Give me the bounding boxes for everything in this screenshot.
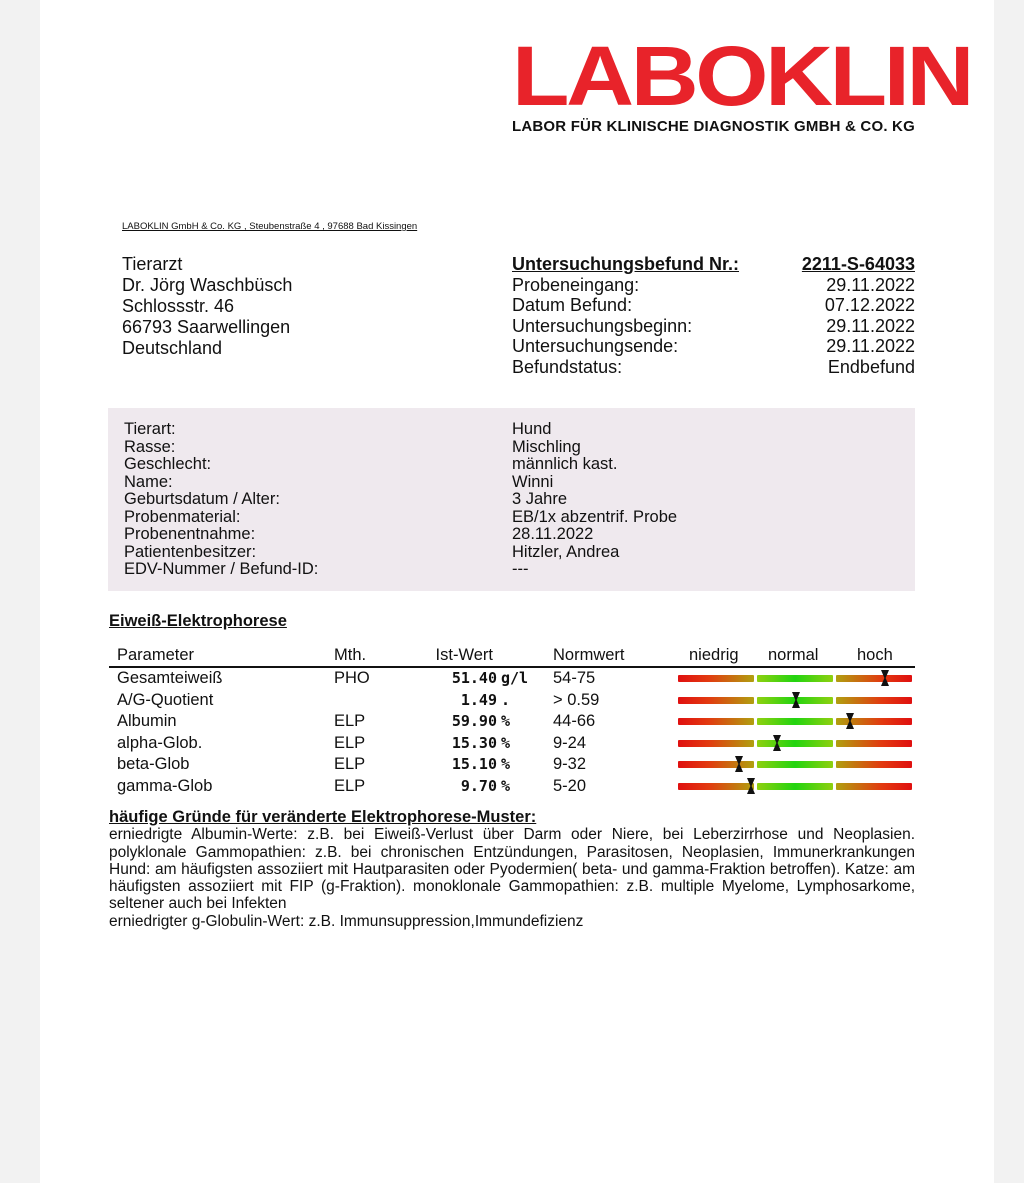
- patient-label: Probenmaterial:: [124, 507, 241, 526]
- method: ELP: [334, 755, 366, 774]
- normwert: 5-20: [553, 776, 587, 795]
- recipient-line: Deutschland: [122, 338, 223, 358]
- table-row: [109, 711, 915, 733]
- header-parameter: Parameter: [117, 646, 195, 664]
- report-number-value: 2211-S-64033: [801, 254, 915, 274]
- value-marker-icon: [881, 669, 889, 687]
- report-number-label: Untersuchungsbefund Nr.:: [512, 254, 740, 274]
- ist-wert: 15.30: [451, 733, 497, 752]
- header-method: Mth.: [334, 646, 367, 664]
- lab-results-table: [109, 645, 915, 798]
- notes-paragraph: erniedrigter g-Globulin-Wert: z.B. Immunsuppression,Immundefizienz: [109, 912, 584, 930]
- table-header: [109, 645, 915, 668]
- patient-labels: [124, 421, 318, 579]
- patient-value: 3 Jahre: [512, 490, 568, 508]
- range-low-segment: [678, 783, 754, 790]
- table-body: [109, 668, 915, 798]
- normwert: 54-75: [553, 669, 596, 687]
- method: PHO: [334, 669, 370, 687]
- report-value: 07.12.2022: [824, 295, 915, 315]
- method: ELP: [334, 776, 366, 795]
- patient-label: Name:: [124, 472, 173, 491]
- report-page: [40, 0, 994, 1183]
- patient-value: Winni: [512, 472, 554, 491]
- unit: .: [501, 690, 511, 709]
- parameter-name: gamma-Glob: [117, 776, 213, 795]
- patient-label: Patientenbesitzer:: [124, 542, 257, 561]
- normwert: 9-24: [553, 733, 587, 752]
- range-high-segment: [836, 740, 912, 747]
- patient-value: EB/1x abzentrif. Probe: [512, 507, 678, 526]
- range-indicator: [678, 675, 913, 683]
- report-value: 29.11.2022: [826, 274, 915, 295]
- range-low-segment: [678, 740, 754, 747]
- range-high-segment: [836, 761, 912, 768]
- patient-value: männlich kast.: [512, 455, 618, 473]
- header-normal: normal: [768, 646, 819, 664]
- header-hoch: hoch: [857, 646, 893, 664]
- report-info: [512, 254, 915, 377]
- notes-title: häufige Gründe für veränderte Elektrophorese-Muster:: [109, 808, 537, 826]
- range-indicator: [678, 783, 913, 791]
- patient-label: Rasse:: [124, 437, 176, 456]
- report-row: [512, 357, 915, 378]
- report-row: [512, 275, 915, 296]
- laboklin-logo: [512, 29, 972, 135]
- range-high-segment: [836, 675, 912, 682]
- value-marker-icon: [773, 734, 781, 752]
- unit: g/l: [501, 669, 529, 687]
- header-niedrig: niedrig: [689, 646, 739, 664]
- range-indicator: [678, 718, 913, 726]
- patient-info-box: [108, 408, 915, 591]
- report-value: 29.11.2022: [826, 315, 915, 336]
- table-row: [109, 754, 915, 776]
- report-row: [512, 295, 915, 316]
- parameter-name: beta-Glob: [117, 755, 190, 774]
- range-low-segment: [678, 675, 754, 682]
- range-indicator: [678, 740, 913, 748]
- patient-value: Hund: [512, 420, 552, 438]
- parameter-name: A/G-Quotient: [117, 690, 214, 709]
- recipient-address: [122, 254, 292, 359]
- patient-label: Tierart:: [124, 420, 176, 438]
- patient-values: [512, 421, 677, 579]
- table-row: [109, 690, 915, 712]
- normwert: 9-32: [553, 755, 587, 774]
- range-low-segment: [678, 697, 754, 704]
- notes-section: [109, 809, 915, 930]
- report-row: [512, 336, 915, 357]
- logo-wordmark: LABOKLIN: [512, 29, 972, 123]
- method: ELP: [334, 733, 366, 752]
- range-normal-segment: [757, 761, 833, 768]
- range-normal-segment: [757, 783, 833, 790]
- parameter-name: alpha-Glob.: [117, 733, 203, 752]
- table-row: [109, 668, 915, 690]
- value-marker-icon: [846, 712, 854, 730]
- patient-label: Probenentnahme:: [124, 525, 256, 543]
- patient-label: Geschlecht:: [124, 455, 212, 473]
- ist-wert: 9.70: [460, 776, 497, 795]
- value-marker-icon: [792, 691, 800, 709]
- header-ist-wert: Ist-Wert: [435, 646, 493, 664]
- report-label: Probeneingang:: [512, 274, 640, 295]
- range-high-segment: [836, 697, 912, 704]
- ist-wert: 59.90: [451, 712, 497, 731]
- patient-value: Hitzler, Andrea: [512, 542, 620, 561]
- ist-wert: 51.40: [451, 669, 497, 687]
- recipient-line: Tierarzt: [122, 254, 183, 274]
- range-normal-segment: [757, 718, 833, 725]
- report-label: Untersuchungsende:: [512, 336, 679, 356]
- range-high-segment: [836, 783, 912, 790]
- method: ELP: [334, 712, 366, 731]
- report-value: Endbefund: [827, 356, 915, 377]
- notes-paragraph: erniedrigte Albumin-Werte: z.B. bei Eiweiß-Verlust über Darm oder Niere, bei Leberzirrhose und Neoplasien. polyklonale Gammopathien: z.B. bei chronischen Entzündungen, Parasitosen, Neoplasien, Immunerkrankungen Hund: am häufigsten assoziiert mit Hautparasiten oder Pyodermien( beta- und gamma-Fraktion betroffen). Katze: am häufigsten assoziiert mit FIP (g-Fraktion). monoklonale Gammopathien: z.B. multiple Myelome, Lymphosarkome, seltener auch bei Infekten: [109, 826, 915, 913]
- report-number-row: [512, 254, 915, 275]
- range-indicator: [678, 697, 913, 705]
- header-normwert: Normwert: [553, 646, 625, 664]
- patient-value: Mischling: [512, 437, 581, 456]
- normwert: > 0.59: [553, 690, 600, 709]
- section-title: Eiweiß-Elektrophorese: [109, 612, 287, 630]
- patient-value: ---: [512, 560, 529, 578]
- patient-value: 28.11.2022: [512, 525, 594, 543]
- normwert: 44-66: [553, 712, 596, 731]
- ist-wert: 1.49: [460, 690, 497, 709]
- report-label: Untersuchungsbeginn:: [512, 315, 693, 336]
- logo-subtitle: LABOR FÜR KLINISCHE DIAGNOSTIK GMBH & CO. KG: [512, 118, 915, 135]
- parameter-name: Albumin: [117, 712, 177, 731]
- patient-label: Geburtsdatum / Alter:: [124, 490, 280, 508]
- range-normal-segment: [757, 675, 833, 682]
- unit: %: [501, 776, 511, 795]
- unit: %: [501, 733, 511, 752]
- patient-label: EDV-Nummer / Befund-ID:: [124, 560, 319, 578]
- parameter-name: Gesamteiweiß: [117, 669, 223, 687]
- recipient-line: 66793 Saarwellingen: [122, 317, 291, 337]
- sender-line: LABOKLIN GmbH & Co. KG , Steubenstraße 4 , 97688 Bad Kissingen: [122, 221, 418, 232]
- table-row: [109, 733, 915, 755]
- report-label: Datum Befund:: [512, 295, 633, 315]
- value-marker-icon: [735, 755, 743, 773]
- unit: %: [501, 712, 511, 731]
- report-row: [512, 316, 915, 337]
- table-row: [109, 776, 915, 798]
- range-indicator: [678, 761, 913, 769]
- recipient-line: Schlossstr. 46: [122, 296, 235, 316]
- range-low-segment: [678, 718, 754, 725]
- unit: %: [501, 755, 511, 774]
- range-normal-segment: [757, 740, 833, 747]
- value-marker-icon: [747, 777, 755, 795]
- recipient-line: Dr. Jörg Waschbüsch: [122, 275, 293, 295]
- report-value: 29.11.2022: [826, 336, 915, 356]
- report-label: Befundstatus:: [512, 356, 623, 377]
- ist-wert: 15.10: [451, 755, 497, 774]
